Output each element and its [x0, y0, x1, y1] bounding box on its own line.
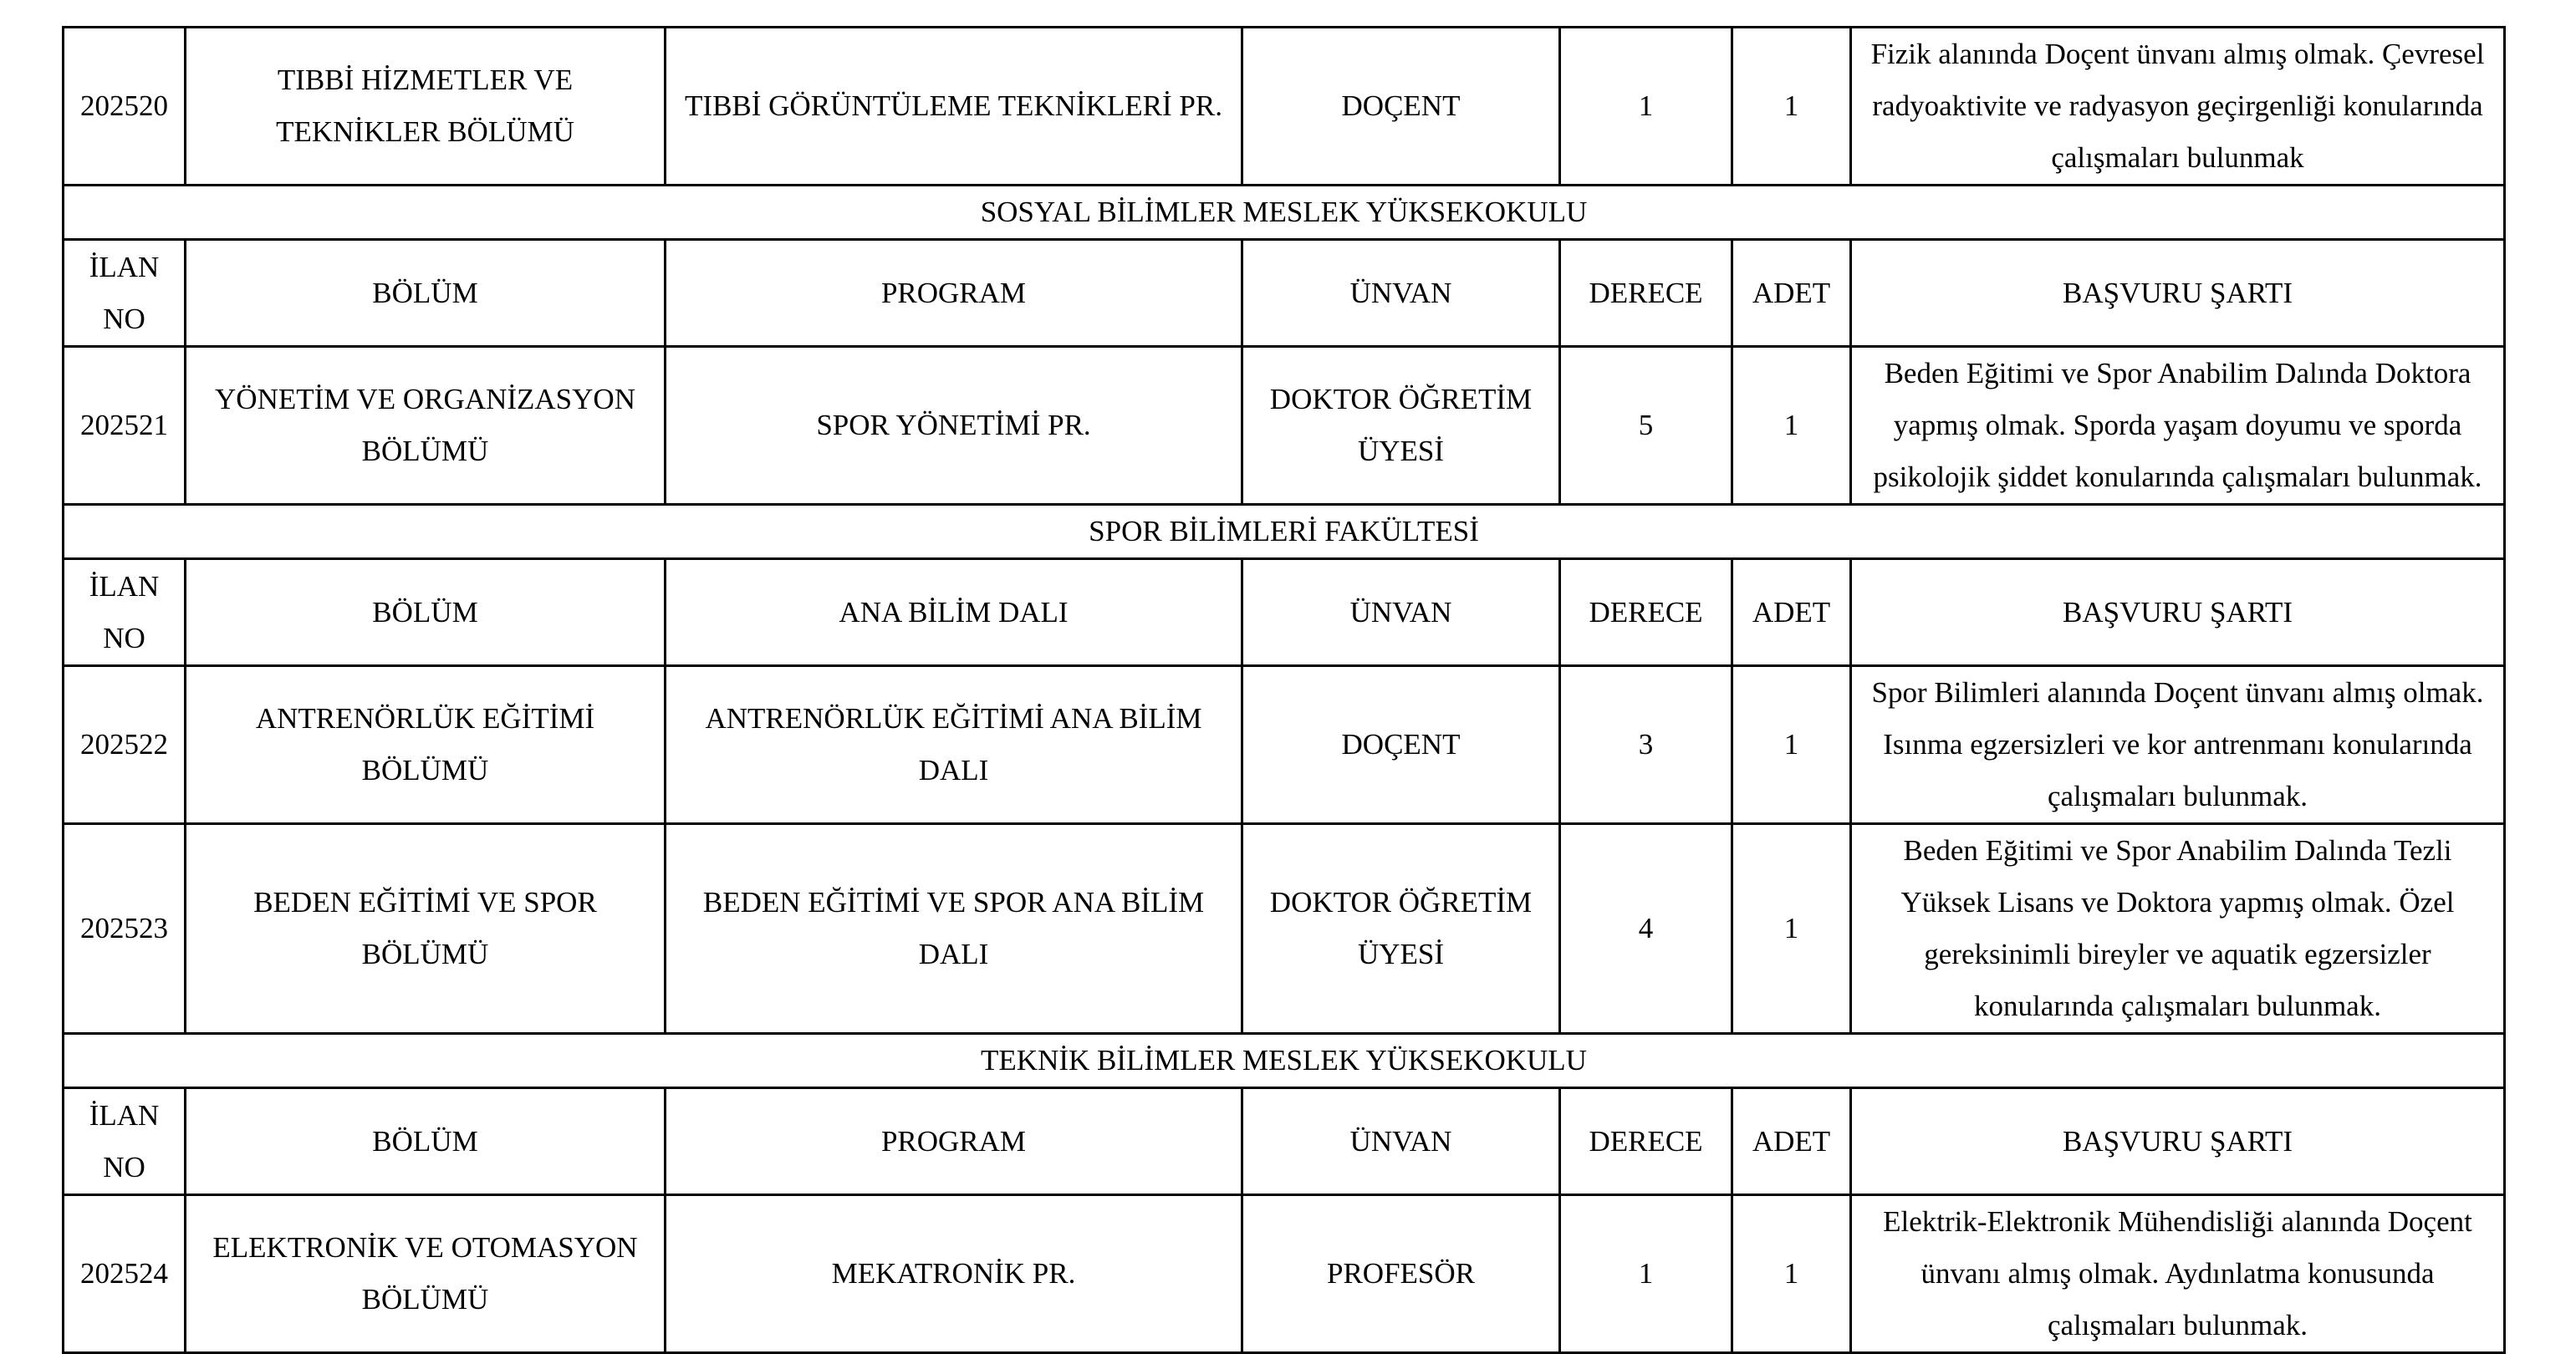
derece-cell: 1 — [1560, 1195, 1732, 1353]
bolum-cell: ELEKTRONİK VE OTOMASYON BÖLÜMÜ — [186, 1195, 666, 1353]
header-program: PROGRAM — [666, 1088, 1242, 1195]
header-unvan: ÜNVAN — [1242, 240, 1560, 347]
derece-cell: 5 — [1560, 347, 1732, 505]
header-row — [64, 559, 2505, 666]
bolum-cell: YÖNETİM VE ORGANİZASYON BÖLÜMÜ — [186, 347, 666, 505]
header-bolum: BÖLÜM — [186, 1088, 666, 1195]
section-title-row — [64, 186, 2505, 240]
header-adet: ADET — [1732, 1088, 1851, 1195]
section-title: SOSYAL BİLİMLER MESLEK YÜKSEKOKULU — [64, 186, 2505, 240]
header-ilan-no: İLAN NO — [64, 1088, 186, 1195]
table-row — [64, 347, 2505, 505]
basvuru-sarti-cell: Beden Eğitimi ve Spor Anabilim Dalında Tezli Yüksek Lisans ve Doktora yapmış olmak. Özel gereksinimli bireyler ve aquatik egzersizler konularında çalışmaları bulunmak. — [1851, 824, 2505, 1034]
section-title: SPOR BİLİMLERİ FAKÜLTESİ — [64, 505, 2505, 559]
adet-cell: 1 — [1732, 347, 1851, 505]
ilan-no-cell: 202520 — [64, 28, 186, 186]
job-listing-table — [62, 26, 2506, 1354]
derece-cell: 1 — [1560, 28, 1732, 186]
header-basvuru-sarti: BAŞVURU ŞARTI — [1851, 559, 2505, 666]
program-cell: TIBBİ GÖRÜNTÜLEME TEKNİKLERİ PR. — [666, 28, 1242, 186]
header-derece: DERECE — [1560, 559, 1732, 666]
program-cell: BEDEN EĞİTİMİ VE SPOR ANA BİLİM DALI — [666, 824, 1242, 1034]
header-ilan-no: İLAN NO — [64, 559, 186, 666]
header-program: PROGRAM — [666, 240, 1242, 347]
header-bolum: BÖLÜM — [186, 240, 666, 347]
header-basvuru-sarti: BAŞVURU ŞARTI — [1851, 1088, 2505, 1195]
header-unvan: ÜNVAN — [1242, 1088, 1560, 1195]
basvuru-sarti-cell: Fizik alanında Doçent ünvanı almış olmak. Çevresel radyoaktivite ve radyasyon geçirgenliği konularında çalışmaları bulunmak — [1851, 28, 2505, 186]
derece-cell: 4 — [1560, 824, 1732, 1034]
unvan-cell: DOÇENT — [1242, 28, 1560, 186]
adet-cell: 1 — [1732, 1195, 1851, 1353]
table-row — [64, 824, 2505, 1034]
header-bolum: BÖLÜM — [186, 559, 666, 666]
table-row — [64, 28, 2505, 186]
header-row — [64, 240, 2505, 347]
unvan-cell: PROFESÖR — [1242, 1195, 1560, 1353]
adet-cell: 1 — [1732, 824, 1851, 1034]
adet-cell: 1 — [1732, 666, 1851, 824]
basvuru-sarti-cell: Beden Eğitimi ve Spor Anabilim Dalında Doktora yapmış olmak. Sporda yaşam doyumu ve sporda psikolojik şiddet konularında çalışmaları bulunmak. — [1851, 347, 2505, 505]
header-unvan: ÜNVAN — [1242, 559, 1560, 666]
header-ilan-no: İLAN NO — [64, 240, 186, 347]
adet-cell: 1 — [1732, 28, 1851, 186]
ilan-no-cell: 202523 — [64, 824, 186, 1034]
header-adet: ADET — [1732, 559, 1851, 666]
program-cell: SPOR YÖNETİMİ PR. — [666, 347, 1242, 505]
bolum-cell: TIBBİ HİZMETLER VE TEKNİKLER BÖLÜMÜ — [186, 28, 666, 186]
basvuru-sarti-cell: Spor Bilimleri alanında Doçent ünvanı almış olmak. Isınma egzersizleri ve kor antrenmanı konularında çalışmaları bulunmak. — [1851, 666, 2505, 824]
section-title-row — [64, 505, 2505, 559]
ilan-no-cell: 202524 — [64, 1195, 186, 1353]
section-title-row — [64, 1034, 2505, 1088]
header-derece: DERECE — [1560, 1088, 1732, 1195]
derece-cell: 3 — [1560, 666, 1732, 824]
table-row — [64, 1195, 2505, 1353]
header-row — [64, 1088, 2505, 1195]
section-title: TEKNİK BİLİMLER MESLEK YÜKSEKOKULU — [64, 1034, 2505, 1088]
basvuru-sarti-cell: Elektrik-Elektronik Mühendisliği alanında Doçent ünvanı almış olmak. Aydınlatma konusunda çalışmaları bulunmak. — [1851, 1195, 2505, 1353]
unvan-cell: DOKTOR ÖĞRETİM ÜYESİ — [1242, 347, 1560, 505]
header-program: ANA BİLİM DALI — [666, 559, 1242, 666]
bolum-cell: BEDEN EĞİTİMİ VE SPOR BÖLÜMÜ — [186, 824, 666, 1034]
unvan-cell: DOÇENT — [1242, 666, 1560, 824]
bolum-cell: ANTRENÖRLÜK EĞİTİMİ BÖLÜMÜ — [186, 666, 666, 824]
header-adet: ADET — [1732, 240, 1851, 347]
unvan-cell: DOKTOR ÖĞRETİM ÜYESİ — [1242, 824, 1560, 1034]
program-cell: ANTRENÖRLÜK EĞİTİMİ ANA BİLİM DALI — [666, 666, 1242, 824]
table-row — [64, 666, 2505, 824]
header-derece: DERECE — [1560, 240, 1732, 347]
ilan-no-cell: 202521 — [64, 347, 186, 505]
ilan-no-cell: 202522 — [64, 666, 186, 824]
program-cell: MEKATRONİK PR. — [666, 1195, 1242, 1353]
header-basvuru-sarti: BAŞVURU ŞARTI — [1851, 240, 2505, 347]
